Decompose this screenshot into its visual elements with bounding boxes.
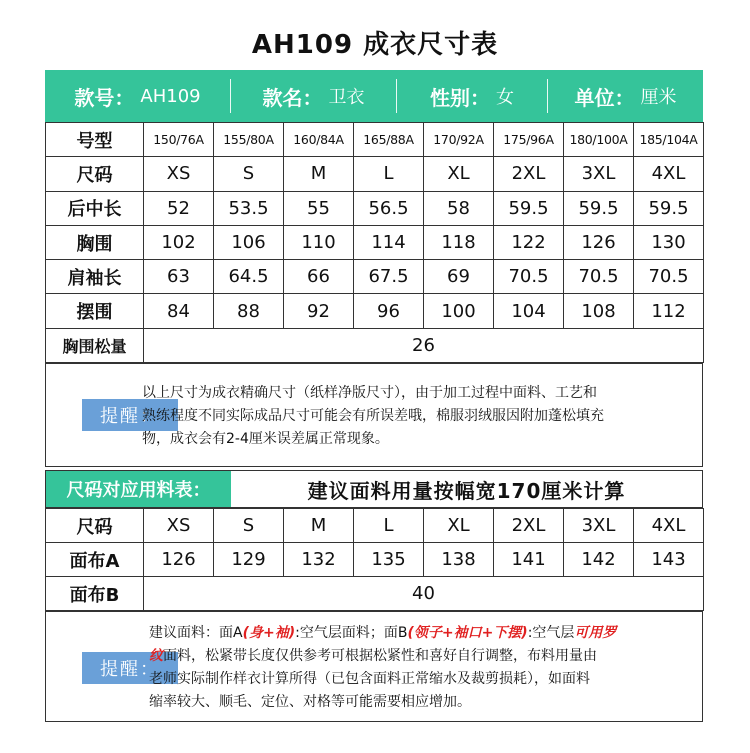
size-cell: 88 xyxy=(214,294,284,328)
size-cell: 130 xyxy=(634,225,704,259)
fabric-cell: XS xyxy=(144,509,214,543)
size-cell: 106 xyxy=(214,225,284,259)
page-title: AH109 成衣尺寸表 xyxy=(251,30,499,60)
fabric-cell: 4XL xyxy=(634,509,704,543)
gender-label: 性别： xyxy=(430,85,490,110)
note-line: 物，成衣会有2-4厘米误差属正常现象。 xyxy=(142,431,389,447)
size-cell: 58 xyxy=(424,191,494,225)
size-cell: 70.5 xyxy=(494,260,564,294)
note-line: 老师实际制作样衣计算所得（已包含面料正常缩水及裁剪损耗），如面料 xyxy=(149,671,590,687)
note-text-2 xyxy=(149,622,701,714)
row-header: 摆围 xyxy=(46,294,144,328)
size-cell: 56.5 xyxy=(354,191,424,225)
size-cell: 108 xyxy=(564,294,634,328)
size-cell: 104 xyxy=(494,294,564,328)
row-header: 面布B xyxy=(46,577,144,611)
note-box-2 xyxy=(45,611,703,722)
unit-cell xyxy=(548,70,703,122)
size-cell: 110 xyxy=(284,225,354,259)
ease-value: 26 xyxy=(144,328,704,362)
header-bar xyxy=(45,70,703,122)
note-text-span: 面料，松紧带长度仅供参考可根据松紧性和喜好自行调整，布料用量由 xyxy=(163,648,597,664)
size-cell: 150/76A xyxy=(144,123,214,157)
size-cell: 84 xyxy=(144,294,214,328)
size-cell: 69 xyxy=(424,260,494,294)
fabric-a-row xyxy=(46,543,704,577)
size-cell: 114 xyxy=(354,225,424,259)
fabric-cell: 40 xyxy=(144,577,704,611)
size-cell: 59.5 xyxy=(634,191,704,225)
style-name-value: 卫衣 xyxy=(328,87,365,108)
row-header: 面布A xyxy=(46,543,144,577)
size-table xyxy=(45,122,704,363)
fabric-cell: 138 xyxy=(424,543,494,577)
note-text-span: :空气层 xyxy=(527,625,575,641)
size-cell: 122 xyxy=(494,225,564,259)
row-header: 尺码 xyxy=(46,157,144,191)
size-cell: 70.5 xyxy=(564,260,634,294)
note-line xyxy=(149,645,701,668)
fabric-cell: 135 xyxy=(354,543,424,577)
fabric-size-row xyxy=(46,509,704,543)
row-header: 尺码 xyxy=(46,509,144,543)
note-highlight: 可用罗 xyxy=(574,625,617,641)
row-header: 后中长 xyxy=(46,191,144,225)
note-highlight: (身+袖) xyxy=(242,625,296,641)
ease-row xyxy=(46,328,704,362)
note-line: 熟练程度不同实际成品尺寸可能会有所误差哦，棉服羽绒服因附加蓬松填充 xyxy=(142,408,604,424)
size-cell: 96 xyxy=(354,294,424,328)
unit-value: 厘米 xyxy=(640,87,677,108)
size-cell: 185/104A xyxy=(634,123,704,157)
note-text-span: 建议面料：面A xyxy=(149,625,243,641)
size-cell: 63 xyxy=(144,260,214,294)
size-cell: 2XL xyxy=(494,157,564,191)
note-text-span: :空气层面料；面B xyxy=(295,625,408,641)
size-cell: 100 xyxy=(424,294,494,328)
note-label-2: 提醒： xyxy=(82,652,178,684)
style-name-cell xyxy=(231,70,396,122)
size-cell: 3XL xyxy=(564,157,634,191)
fabric-cell: M xyxy=(284,509,354,543)
size-cell: 102 xyxy=(144,225,214,259)
size-cell: 170/92A xyxy=(424,123,494,157)
fabric-cell: 132 xyxy=(284,543,354,577)
size-cell: 4XL xyxy=(634,157,704,191)
note-highlight: (领子+袖口+下摆) xyxy=(407,625,528,641)
fabric-table xyxy=(45,508,704,611)
size-cell: L xyxy=(354,157,424,191)
size-cell: 59.5 xyxy=(564,191,634,225)
fabric-cell: 129 xyxy=(214,543,284,577)
size-cell: 53.5 xyxy=(214,191,284,225)
fabric-cell: L xyxy=(354,509,424,543)
size-cell: 55 xyxy=(284,191,354,225)
size-row xyxy=(46,294,704,328)
size-cell: 165/88A xyxy=(354,123,424,157)
size-cell: XS xyxy=(144,157,214,191)
size-cell: 52 xyxy=(144,191,214,225)
gender-value: 女 xyxy=(496,87,514,108)
note-text-1 xyxy=(142,382,702,451)
size-cell: M xyxy=(284,157,354,191)
size-cell: 175/96A xyxy=(494,123,564,157)
note-line xyxy=(149,622,701,645)
row-header: 肩袖长 xyxy=(46,260,144,294)
unit-label: 单位： xyxy=(574,85,635,110)
style-number-value: AH109 xyxy=(140,85,201,107)
size-cell: 118 xyxy=(424,225,494,259)
row-header: 号型 xyxy=(46,123,144,157)
fabric-section-bar xyxy=(45,470,703,508)
style-number-cell xyxy=(45,70,230,122)
size-cell: 66 xyxy=(284,260,354,294)
fabric-cell: 142 xyxy=(564,543,634,577)
note-highlight: 纹 xyxy=(149,648,163,664)
size-cell: 64.5 xyxy=(214,260,284,294)
note-label-1: 提醒： xyxy=(82,399,178,431)
fabric-cell: 141 xyxy=(494,543,564,577)
gender-cell xyxy=(397,70,547,122)
size-cell: 92 xyxy=(284,294,354,328)
fabric-cell: 3XL xyxy=(564,509,634,543)
fabric-cell: 143 xyxy=(634,543,704,577)
style-number-label: 款号： xyxy=(74,85,135,110)
size-cell: S xyxy=(214,157,284,191)
fabric-cell: S xyxy=(214,509,284,543)
fabric-cell: XL xyxy=(424,509,494,543)
size-row xyxy=(46,191,704,225)
size-cell: 59.5 xyxy=(494,191,564,225)
note-box-1 xyxy=(45,363,703,467)
fabric-cell: 2XL xyxy=(494,509,564,543)
size-cell: 160/84A xyxy=(284,123,354,157)
fabric-b-row xyxy=(46,577,704,611)
size-row xyxy=(46,225,704,259)
fabric-section-title: 尺码对应用料表： xyxy=(46,471,231,507)
fabric-section-note: 建议面料用量按幅宽170厘米计算 xyxy=(307,478,626,503)
size-cell: 126 xyxy=(564,225,634,259)
fabric-cell: 126 xyxy=(144,543,214,577)
row-header: 胸围松量 xyxy=(46,328,144,362)
note-line: 以上尺寸为成衣精确尺寸（纸样净版尺寸），由于加工过程中面料、工艺和 xyxy=(142,385,597,401)
size-cell: 112 xyxy=(634,294,704,328)
size-cell: 155/80A xyxy=(214,123,284,157)
row-header: 胸围 xyxy=(46,225,144,259)
note-line: 缩率较大、顺毛、定位、对格等可能需要相应增加。 xyxy=(149,694,471,710)
style-name-label: 款名： xyxy=(262,85,323,110)
size-cell: 67.5 xyxy=(354,260,424,294)
size-cell: 70.5 xyxy=(634,260,704,294)
size-cell: XL xyxy=(424,157,494,191)
size-row xyxy=(46,260,704,294)
size-row xyxy=(46,123,704,157)
size-cell: 180/100A xyxy=(564,123,634,157)
size-row xyxy=(46,157,704,191)
